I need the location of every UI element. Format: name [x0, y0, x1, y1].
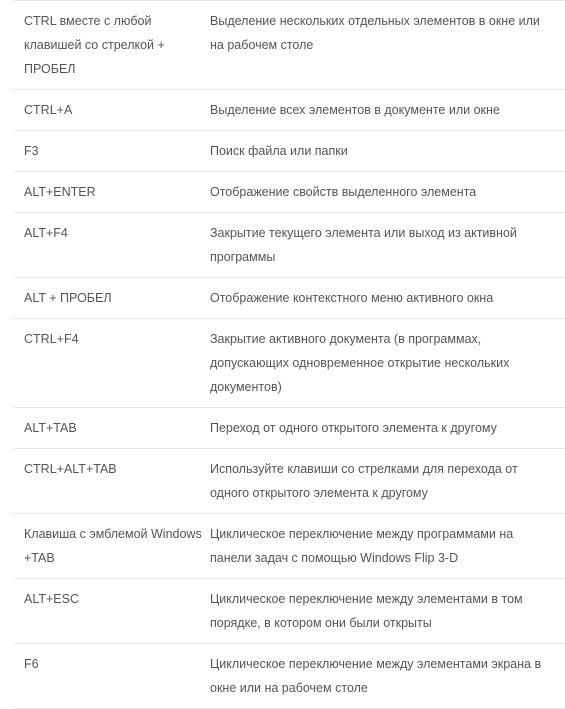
shortcut-description: Используйте клавиши со стрелками для перехода от одного открытого элемента к другому — [210, 462, 518, 500]
table-row — [14, 278, 565, 319]
shortcut-key: Клавиша с эмблемой Windows +TAB — [24, 527, 202, 565]
table-row — [14, 319, 565, 408]
table-row — [14, 449, 565, 514]
shortcut-description: Циклическое переключение между программами на панели задач с помощью Windows Flip 3-D — [210, 527, 514, 565]
shortcut-description: Переход от одного открытого элемента к другому — [210, 421, 497, 435]
shortcut-description: Циклическое переключение между элементами экрана в окне или на рабочем столе — [210, 657, 542, 695]
table-row — [14, 514, 565, 579]
table-row — [14, 408, 565, 449]
table-row — [14, 1, 565, 90]
shortcut-key: CTRL вместе с любой клавишей со стрелкой + ПРОБЕЛ — [24, 14, 165, 76]
shortcut-key: ALT+TAB — [24, 421, 77, 435]
shortcut-key: CTRL+F4 — [24, 332, 79, 346]
shortcut-description: Поиск файла или папки — [210, 144, 348, 158]
table-row — [14, 213, 565, 278]
shortcut-description: Отображение контекстного меню активного окна — [210, 291, 494, 305]
shortcut-description: Циклическое переключение между элементами в том порядке, в котором они были открыты — [210, 592, 523, 630]
shortcut-key: F6 — [24, 657, 39, 671]
shortcut-key: CTRL+ALT+TAB — [24, 462, 117, 476]
shortcut-description: Отображение свойств выделенного элемента — [210, 185, 477, 199]
shortcut-key: ALT + ПРОБЕЛ — [24, 291, 112, 305]
table-row — [14, 579, 565, 644]
shortcut-description: Выделение всех элементов в документе или окне — [210, 103, 500, 117]
shortcut-description: Закрытие активного документа (в программах, допускающих одновременное открытие нескольких документов) — [210, 332, 510, 394]
table-row — [14, 644, 565, 709]
shortcut-key: ALT+ENTER — [24, 185, 96, 199]
shortcuts-table — [14, 0, 565, 709]
shortcut-key: CTRL+A — [24, 103, 73, 117]
shortcut-key: ALT+ESC — [24, 592, 79, 606]
shortcut-key: F3 — [24, 144, 39, 158]
table-row — [14, 131, 565, 172]
table-row — [14, 172, 565, 213]
shortcut-key: ALT+F4 — [24, 226, 68, 240]
table-row — [14, 90, 565, 131]
shortcut-description: Закрытие текущего элемента или выход из активной программы — [210, 226, 517, 264]
shortcut-description: Выделение нескольких отдельных элементов в окне или на рабочем столе — [210, 14, 540, 52]
